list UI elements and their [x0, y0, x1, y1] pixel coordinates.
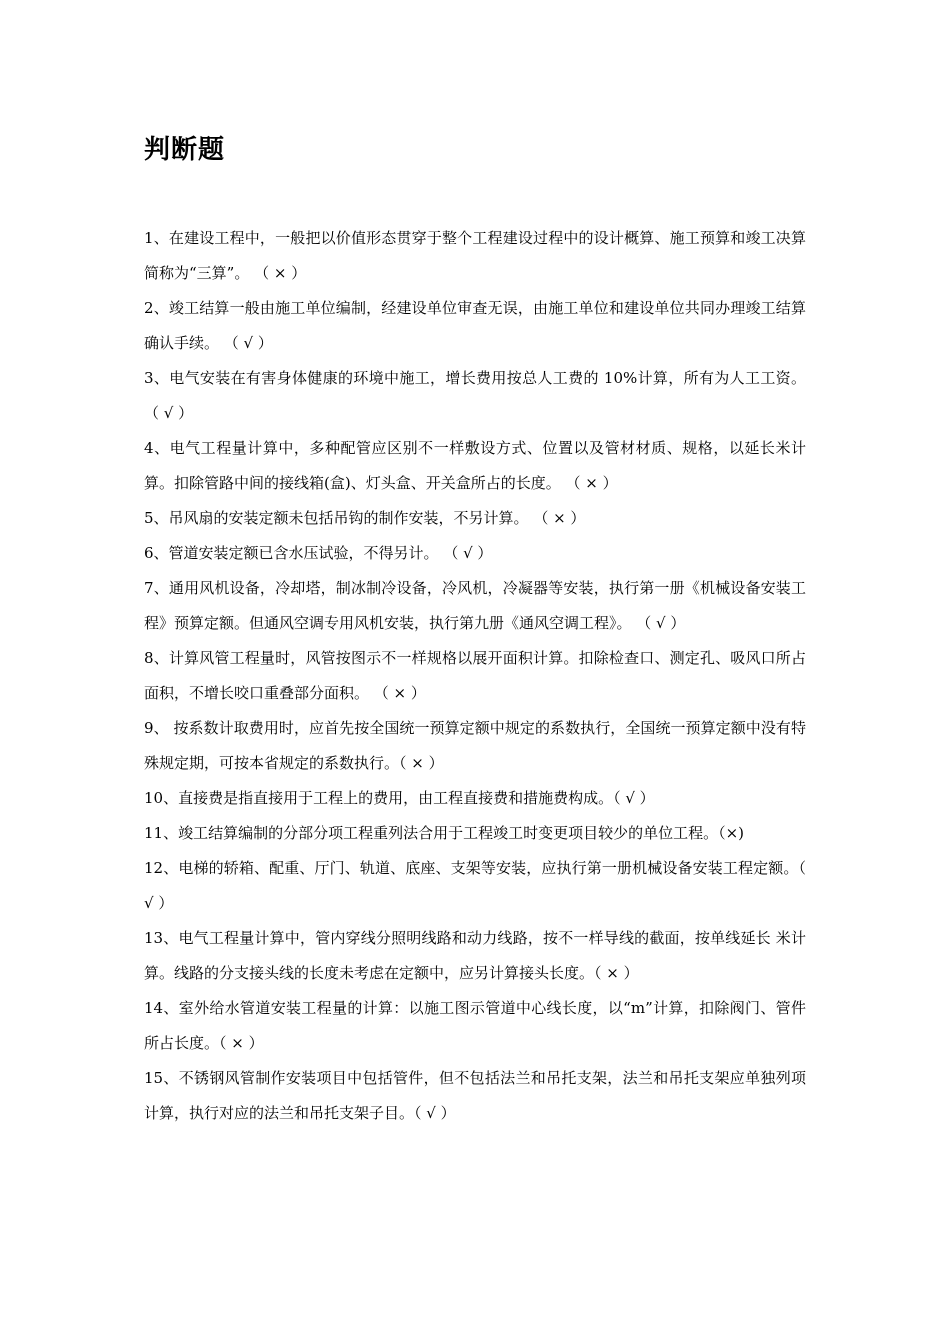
question-item: 14、室外给水管道安装工程量的计算：以施工图示管道中心线长度，以“m”计算，扣除阀门、管件所占长度。（ × ）: [144, 999, 806, 1052]
question-item: 1、在建设工程中，一般把以价值形态贯穿于整个工程建设过程中的设计概算、施工预算和竣工决算简称为“三算”。 （ × ）: [144, 229, 806, 282]
question-item: 3、电气安装在有害身体健康的环境中施工，增长费用按总人工费的 10%计算，所有为人工工资。 （ √ ）: [144, 369, 806, 422]
question-item: 15、不锈钢风管制作安装项目中包括管件，但不包括法兰和吊托支架，法兰和吊托支架应单独列项计算，执行对应的法兰和吊托支架子目。（ √ ）: [144, 1069, 806, 1122]
question-item: 10、直接费是指直接用于工程上的费用，由工程直接费和措施费构成。（ √ ）: [144, 789, 655, 807]
question-item: 7、通用风机设备，冷却塔，制冰制冷设备，冷风机，冷凝器等安装，执行第一册《机械设备安装工程》预算定额。但通风空调专用风机安装，执行第九册《通风空调工程》。 （ √ ）: [144, 579, 806, 632]
question-item: 11、竣工结算编制的分部分项工程重列法合用于工程竣工时变更项目较少的单位工程。（×): [144, 824, 745, 842]
question-item: 4、电气工程量计算中，多种配管应区别不一样敷设方式、位置以及管材材质、规格，以延长米计算。扣除管路中间的接线箱(盒)、灯头盒、开关盒所占的长度。 （ × ）: [144, 439, 806, 492]
question-item: 2、竣工结算一般由施工单位编制，经建设单位审查无误，由施工单位和建设单位共同办理竣工结算确认手续。 （ √ ）: [144, 299, 806, 352]
question-list: [144, 221, 806, 1131]
page-title: 判断题: [144, 135, 226, 165]
question-item: 5、吊风扇的安装定额未包括吊钩的制作安装，不另计算。 （ × ）: [144, 509, 586, 527]
question-item: 13、电气工程量计算中，管内穿线分照明线路和动力线路，按不一样导线的截面，按单线延长 米计算。线路的分支接头线的长度未考虑在定额中，应另计算接头长度。（ × ）: [144, 929, 806, 982]
question-item: 6、管道安装定额已含水压试验，不得另计。 （ √ ）: [144, 544, 493, 562]
question-item: 8、计算风管工程量时，风管按图示不一样规格以展开面积计算。扣除检查口、测定孔、吸风口所占面积，不增长咬口重叠部分面积。 （ × ）: [144, 649, 806, 702]
question-item: 9、 按系数计取费用时，应首先按全国统一预算定额中规定的系数执行，全国统一预算定额中没有特殊规定期，可按本省规定的系数执行。（ × ）: [144, 719, 806, 772]
question-item: 12、电梯的轿箱、配重、厅门、轨道、底座、支架等安装，应执行第一册机械设备安装工程定额。（ √ ）: [144, 859, 806, 912]
